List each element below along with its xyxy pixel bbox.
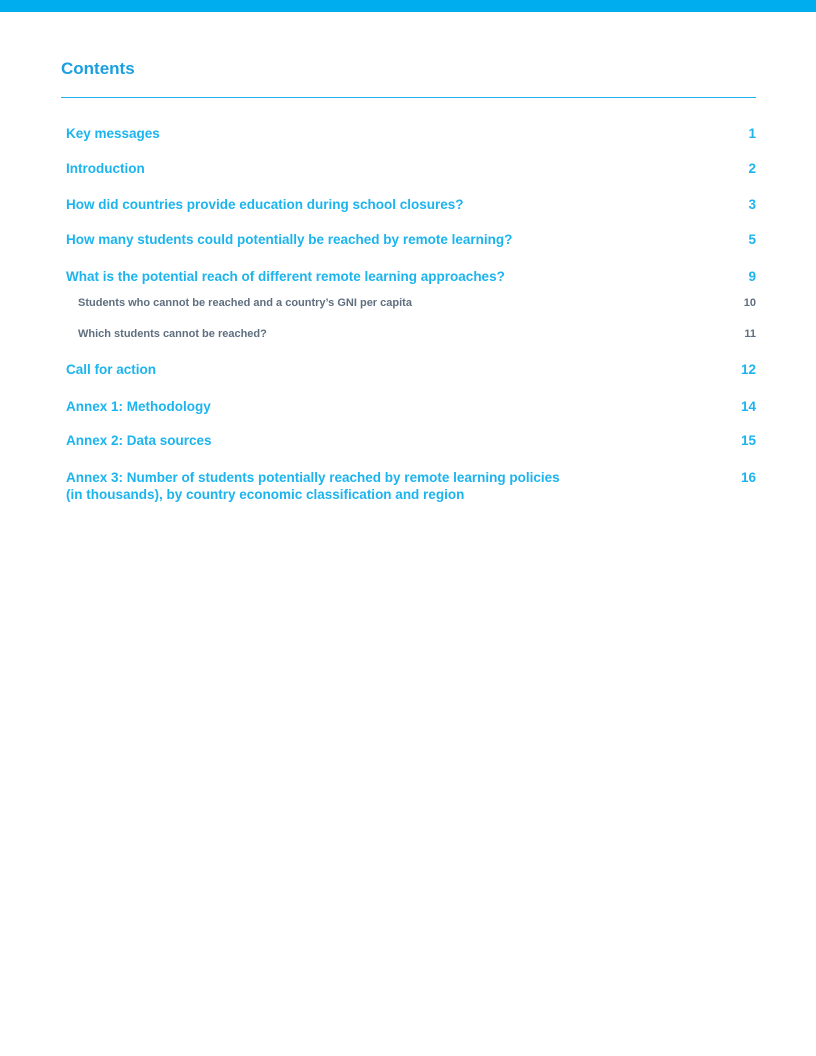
- title-divider: [61, 97, 756, 98]
- toc-entry-label: What is the potential reach of different remote learning approaches?: [66, 269, 505, 284]
- toc-entry-label: Annex 2: Data sources: [66, 433, 212, 448]
- toc-entry-page: 10: [743, 297, 756, 309]
- toc-entry-label: Key messages: [66, 126, 160, 141]
- toc-entry-page: 14: [740, 399, 756, 414]
- toc-entry-page: 3: [748, 197, 756, 212]
- page-title: Contents: [61, 59, 135, 78]
- top-accent-bar: [0, 0, 816, 12]
- toc-entry-label: How many students could potentially be reached by remote learning?: [66, 232, 513, 247]
- toc-entry-page: 16: [740, 470, 756, 485]
- toc-entry-page: 5: [748, 232, 756, 247]
- toc-entry-label: How did countries provide education during school closures?: [66, 197, 464, 212]
- toc-entry-label: Introduction: [66, 161, 145, 176]
- toc-entry-label: Annex 3: Number of students potentially reached by remote learning policies (in thousands), by country economic classification and region: [66, 470, 560, 502]
- toc-entry-page: 12: [740, 362, 756, 377]
- toc-entry-page: 2: [748, 161, 756, 176]
- toc-entry-page: 11: [744, 328, 756, 340]
- toc-entry-page: 9: [748, 269, 756, 284]
- toc-entry-label: Students who cannot be reached and a country’s GNI per capita: [78, 297, 412, 309]
- toc-entry-page: 1: [748, 126, 756, 141]
- toc-entry-label: Call for action: [66, 362, 157, 377]
- toc-entry-label: Which students cannot be reached?: [78, 328, 267, 340]
- toc-entry-label: Annex 1: Methodology: [66, 399, 211, 414]
- toc-entry-page: 15: [740, 433, 756, 448]
